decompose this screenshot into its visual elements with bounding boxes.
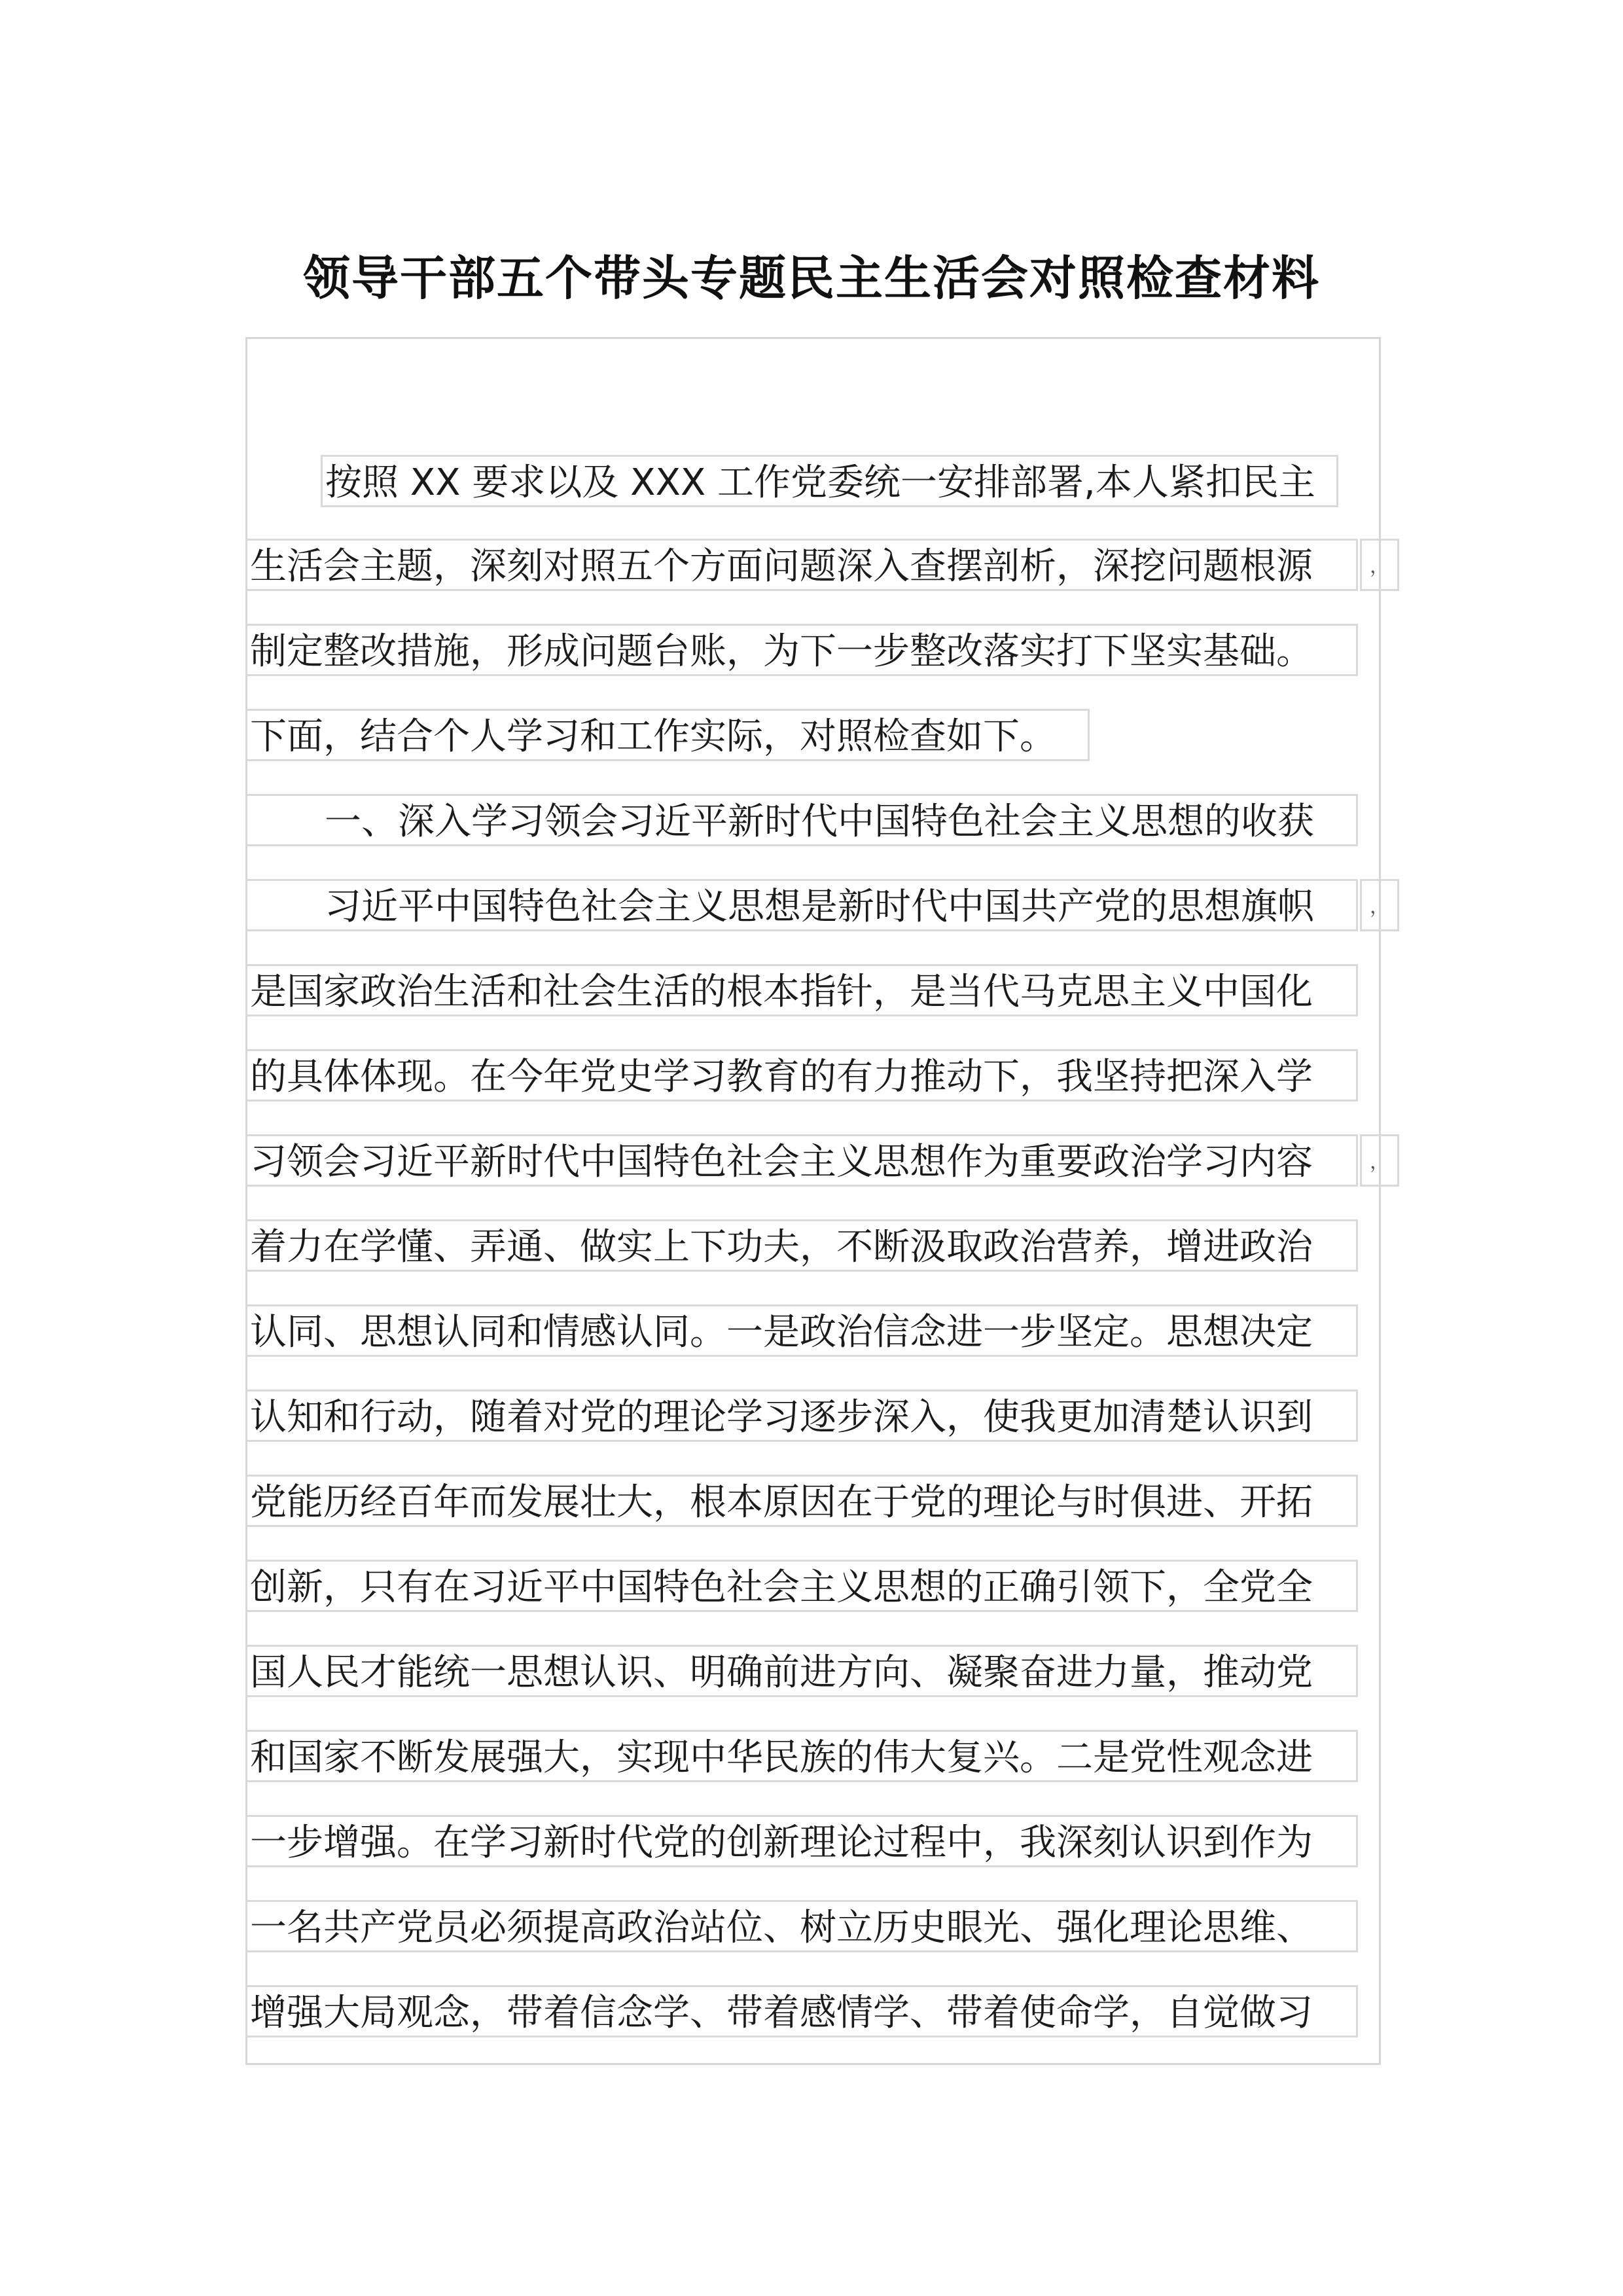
section-heading: 一、深入学习领会习近平新时代中国特色社会主义思想的收获	[245, 794, 1358, 846]
text-line: 党能历经百年而发展壮大，根本原因在于党的理论与时俱进、开拓	[245, 1475, 1358, 1527]
text-line: 着力在学懂、弄通、做实上下功夫，不断汲取政治营养，增进政治	[245, 1219, 1358, 1272]
text-line: 和国家不断发展强大，实现中华民族的伟大复兴。二是党性观念进	[245, 1730, 1358, 1782]
text-line: 按照 XX 要求以及 XXX 工作党委统一安排部署,本人紧扣民主	[321, 455, 1338, 507]
text-line: 习近平中国特色社会主义思想是新时代中国共产党的思想旗帜	[245, 879, 1358, 931]
overflow-mark: ，	[1360, 539, 1399, 591]
text-frame	[245, 337, 1381, 2065]
text-line: 认同、思想认同和情感认同。一是政治信念进一步坚定。思想决定	[245, 1304, 1358, 1357]
overflow-mark: ，	[1360, 879, 1399, 931]
text-line: 制定整改措施，形成问题台账，为下一步整改落实打下坚实基础。	[245, 624, 1358, 676]
document-title: 领导干部五个带头专题民主生活会对照检查材料	[302, 250, 1320, 306]
overflow-mark: ，	[1360, 1134, 1399, 1187]
text-line: 认知和行动，随着对党的理论学习逐步深入，使我更加清楚认识到	[245, 1390, 1358, 1442]
text-line: 习领会习近平新时代中国特色社会主义思想作为重要政治学习内容	[245, 1134, 1358, 1187]
text-line: 生活会主题，深刻对照五个方面问题深入查摆剖析，深挖问题根源	[245, 539, 1358, 591]
text-line: 一名共产党员必须提高政治站位、树立历史眼光、强化理论思维、	[245, 1900, 1358, 1952]
text-line: 是国家政治生活和社会生活的根本指针，是当代马克思主义中国化	[245, 964, 1358, 1016]
text-line: 国人民才能统一思想认识、明确前进方向、凝聚奋进力量，推动党	[245, 1645, 1358, 1697]
text-line: 一步增强。在学习新时代党的创新理论过程中，我深刻认识到作为	[245, 1815, 1358, 1867]
text-line: 创新，只有在习近平中国特色社会主义思想的正确引领下，全党全	[245, 1560, 1358, 1612]
text-line: 下面，结合个人学习和工作实际，对照检查如下。	[245, 709, 1090, 761]
text-line: 增强大局观念，带着信念学、带着感情学、带着使命学，自觉做习	[245, 1985, 1358, 2037]
text-line: 的具体体现。在今年党史学习教育的有力推动下，我坚持把深入学	[245, 1049, 1358, 1102]
